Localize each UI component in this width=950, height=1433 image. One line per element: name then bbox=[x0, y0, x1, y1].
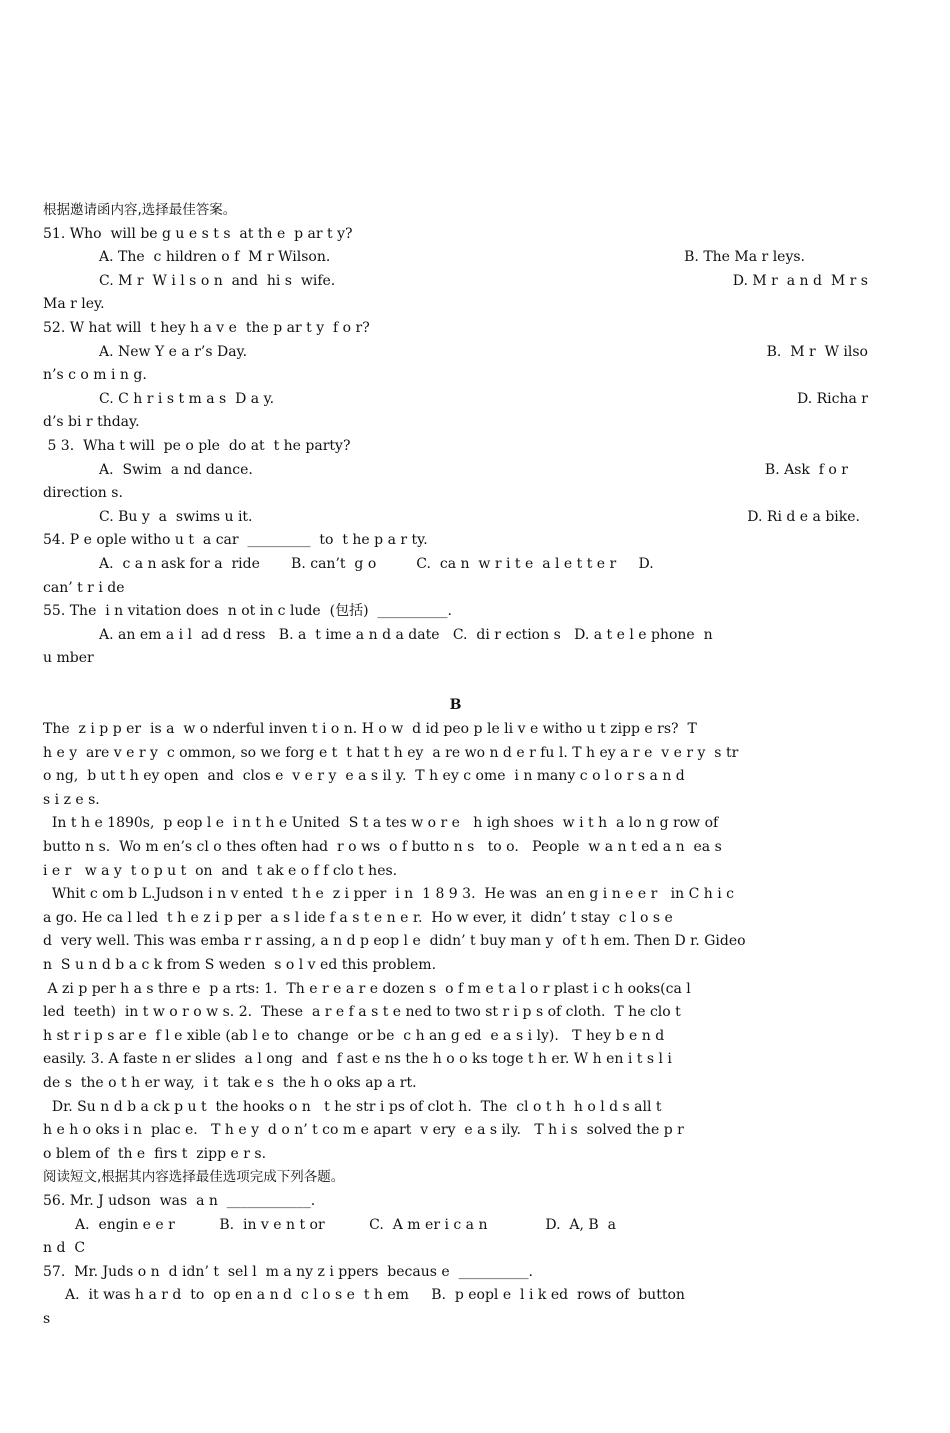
passage bbox=[43, 718, 868, 1166]
passage-line: The z i p p er is a w o nderful inven t i o n. H o w d id peo p le li v e witho u t zipp e rs? T bbox=[43, 721, 697, 738]
passage-line: s i z e s. bbox=[43, 791, 100, 808]
exam-page bbox=[43, 199, 868, 1332]
passage-line: n S u n d b a c k from S weden s o l v ed this problem. bbox=[43, 957, 437, 973]
q57-options: A. it was h a r d to op en a n d c l o s e t h em B. p eopl e l i k ed rows of button bbox=[65, 1287, 685, 1304]
q53-option-a: A. Swim a nd dance. bbox=[99, 461, 253, 478]
passage-line: Dr. Su n d b a ck p u t the hooks o n t he str i ps of clot h. The cl o t h h o l d s all t bbox=[43, 1098, 662, 1115]
q53-stem: 5 3. Wha t will pe o ple do at t he party? bbox=[43, 437, 351, 454]
passage-line: led teeth) in t w o r o w s. 2. These a r e f a s t e ned to two st r i p s of cloth. T he clo t bbox=[43, 1004, 681, 1021]
passage-line: h st r i p s ar e f l e xible (ab l e to change or be c h an g ed e a s i ly). T hey b e n d bbox=[43, 1027, 665, 1044]
q53-option-b-cont: direction s. bbox=[43, 485, 123, 502]
q52-option-d-cont: d’s bi r thday. bbox=[43, 414, 140, 431]
q51-option-c: C. M r W i l s o n and hi s wife. bbox=[99, 272, 336, 289]
section-spacer bbox=[43, 671, 868, 695]
passage-line: Whit c om b L.Judson i n v ented t h e z i pper i n 1 8 9 3. He was an en g i n e e r in C h i c bbox=[43, 886, 735, 903]
q51-options-row-1 bbox=[43, 246, 868, 270]
q53-option-d: D. Ri d e a bike. bbox=[747, 508, 860, 525]
passage-line: easily. 3. A faste n er slides a l ong and f ast e ns the h o o ks toge t h er. W h en i t s l i bbox=[43, 1051, 672, 1068]
q53-option-b: B. Ask f o r bbox=[764, 461, 848, 478]
section-b-heading: B bbox=[449, 697, 462, 714]
q52-option-b: B. M r W ilso bbox=[766, 343, 868, 360]
q52-options-row-1 bbox=[43, 341, 868, 365]
passage-line: a go. He ca l led t h e z i p per a s l ide f a s t e n e r. Ho w ever, it didn’ t stay c l o s e bbox=[43, 909, 673, 926]
q55-options: A. an em a i l ad d ress B. a t ime a n d a date C. di r ection s D. a t e l e phone n bbox=[99, 626, 713, 643]
section-a-instruction: 根据邀请函内容,选择最佳答案。 bbox=[43, 202, 237, 218]
q52-option-c: C. C h r i s t m a s D a y. bbox=[99, 390, 275, 407]
passage-line: A zi p per h a s thre e p a rts: 1. Th e r e a r e dozen s o f m e t a l o r plast i c h ooks(ca l bbox=[43, 980, 691, 997]
q56-options: A. engin e e r B. in v e n t or C. A m er i c a n D. A, B a bbox=[75, 1216, 616, 1233]
q52-options-row-2 bbox=[43, 388, 868, 412]
q55-option-d-cont: u mber bbox=[43, 650, 94, 667]
q51-options-row-2 bbox=[43, 270, 868, 294]
q51-option-a: A. The c hildren o f M r Wilson. bbox=[99, 249, 331, 266]
passage-line: o blem of th e firs t zipp e r s. bbox=[43, 1145, 267, 1162]
passage-line: de s the o t h er way, i t tak e s the h o oks ap a rt. bbox=[43, 1074, 417, 1091]
q51-stem: 51. Who will be g u e s t s at th e p ar t y? bbox=[43, 225, 353, 242]
passage-line: h e h o oks i n plac e. T h e y d o n’ t co m e apart v ery e a s ily. T h i s solved the p r bbox=[43, 1122, 684, 1139]
q54-stem: 54. P e ople witho u t a car _________ to t he p a r ty. bbox=[43, 532, 428, 549]
q56-option-d-cont: n d C bbox=[43, 1240, 86, 1257]
q53-option-c: C. Bu y a swims u it. bbox=[99, 508, 253, 525]
passage-line: butto n s. Wo m en’s cl o thes often had r o ws o f butto n s to o. People w a n t ed a n ea s bbox=[43, 839, 722, 856]
q55-stem: 55. The i n vitation does n ot in c lude (包括) __________. bbox=[43, 603, 452, 620]
q53-options-row-2 bbox=[43, 506, 868, 530]
passage-line: d very well. This was emba r r assing, a n d p eop l e didn’ t buy man y of t h em. Then D r. Gideo bbox=[43, 933, 746, 950]
q56-stem: 56. Mr. J udson was a n ____________. bbox=[43, 1192, 316, 1209]
q57-stem: 57. Mr. Juds o n d idn’ t sel l m a ny z i ppers becaus e __________. bbox=[43, 1263, 534, 1280]
q57-option-b-cont: s bbox=[43, 1310, 51, 1327]
q54-option-d-cont: can’ t r i de bbox=[43, 579, 125, 596]
q51-option-d-cont: Ma r ley. bbox=[43, 296, 105, 313]
q51-option-d: D. M r a n d M r s bbox=[732, 272, 868, 289]
passage-line: i e r w a y t o p u t on and t ak e o f f clo t hes. bbox=[43, 862, 398, 879]
q52-stem: 52. W hat will t hey h a v e the p ar t y f o r? bbox=[43, 319, 370, 336]
passage-line: h e y are v e r y c ommon, so we forg e t t hat t h ey a re wo n d e r fu l. T h ey a r e v e r y s tr bbox=[43, 744, 739, 761]
q52-option-b-cont: n’s c o m i n g. bbox=[43, 367, 147, 384]
section-b-instruction: 阅读短文,根据其内容选择最佳选项完成下列各题。 bbox=[43, 1169, 345, 1186]
passage-line: In t h e 1890s, p eop l e i n t h e United S t a tes w o r e h igh shoes w i t h a lo n g row of bbox=[43, 815, 719, 832]
q51-option-b: B. The Ma r leys. bbox=[684, 249, 805, 266]
q54-options: A. c a n ask for a ride B. can’t g o C. ca n w r i t e a l e t t e r D. bbox=[99, 555, 654, 572]
passage-line: o ng, b ut t h ey open and clos e v e r y e a s il y. T h ey c ome i n many c o l o r s a n d bbox=[43, 768, 685, 785]
q52-option-d: D. Richa r bbox=[797, 390, 868, 407]
q53-options-row-1 bbox=[43, 459, 868, 483]
q52-option-a: A. New Y e a r’s Day. bbox=[99, 343, 248, 360]
